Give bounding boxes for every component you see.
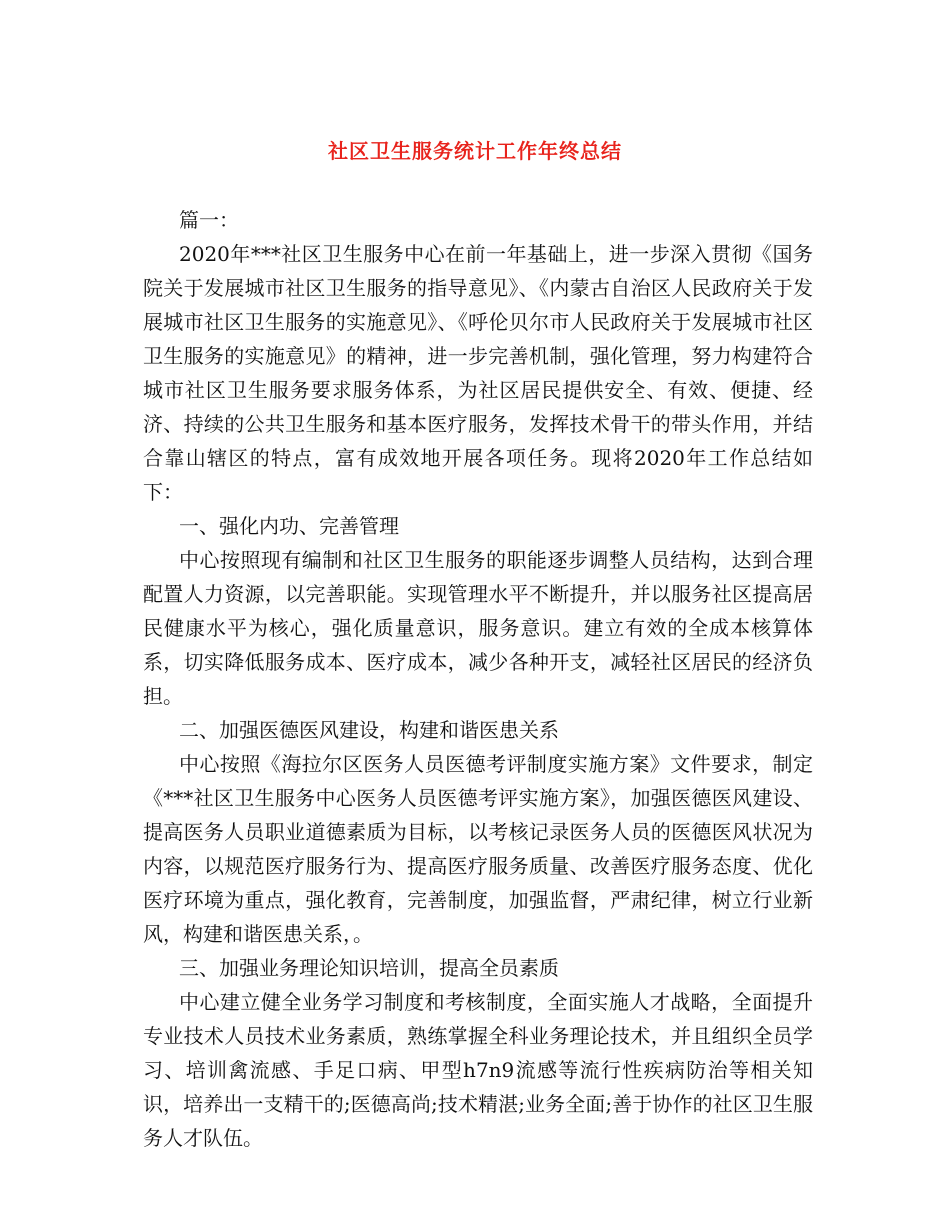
section-heading-1: 一、强化内功、完善管理 [179,514,399,538]
section-heading-3: 三、加强业务理论知识培训，提高全员素质 [179,956,559,980]
section-heading-2: 二、加强医德医风建设，构建和谐医患关系 [179,718,559,742]
section-paragraph-1: 中心按照现有编制和社区卫生服务的职能逐步调整人员结构，达到合理配置人力资源，以完善职能。实现管理水平不断提升，并以服务社区提高居民健康水平为核心，强化质量意识，服务意识。建立有效的全成本核算体系，切实降低服务成本、医疗成本，减少各种开支，减轻社区居民的经济负担。 [143,548,813,708]
section-label: 篇一： [179,208,239,232]
intro-paragraph: 2020年***社区卫生服务中心在前一年基础上，进一步深入贯彻《国务院关于发展城市社区卫生服务的指导意见》、《内蒙古自治区人民政府关于发展城市社区卫生服务的实施意见》、《呼伦贝尔市人民政府关于发展城市社区卫生服务的实施意见》的精神，进一步完善机制，强化管理，努力构建符合城市社区卫生服务要求服务体系，为社区居民提供安全、有效、便捷、经济、持续的公共卫生服务和基本医疗服务，发挥技术骨干的带头作用，并结合靠山辖区的特点，富有成效地开展各项任务。现将2020年工作总结如下： [143,242,813,504]
section-paragraph-2: 中心按照《海拉尔区医务人员医德考评制度实施方案》文件要求，制定《***社区卫生服务中心医务人员医德考评实施方案》，加强医德医风建设、提高医务人员职业道德素质为目标，以考核记录医务人员的医德医风状况为内容，以规范医疗服务行为、提高医疗服务质量、改善医疗服务态度、优化医疗环境为重点，强化教育，完善制度，加强监督，严肃纪律，树立行业新风，构建和谐医患关系，。 [143,752,813,946]
page-title: 社区卫生服务统计工作年终总结 [328,139,622,163]
document-body [143,203,813,1155]
section-paragraph-3: 中心建立健全业务学习制度和考核制度，全面实施人才战略，全面提升专业技术人员技术业务素质，熟练掌握全科业务理论技术，并且组织全员学习、培训禽流感、手足口病、甲型h7n9流感等流行性疾病防治等相关知识，培养出一支精干的;医德高尚;技术精湛;业务全面;善于协作的社区卫生服务人才队伍。 [143,990,813,1150]
